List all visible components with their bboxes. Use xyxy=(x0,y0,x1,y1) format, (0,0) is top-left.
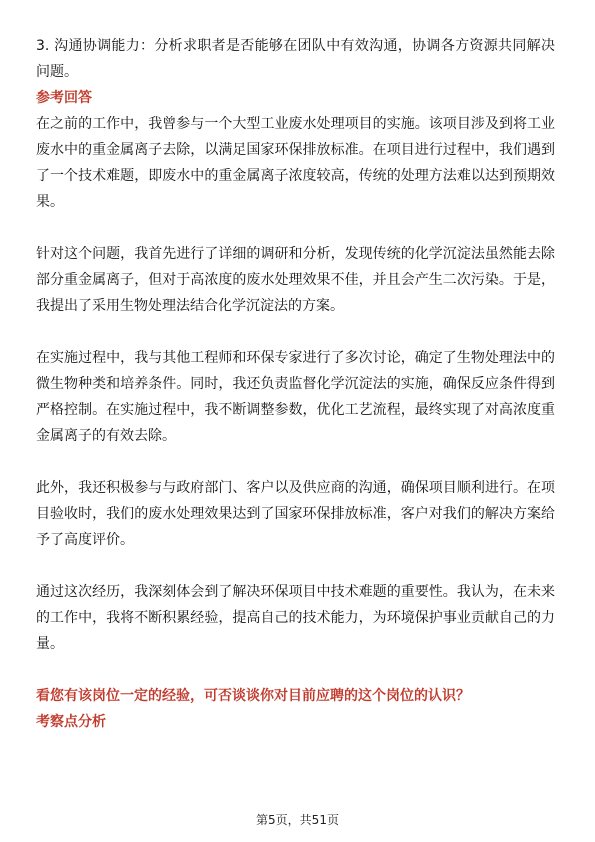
paragraph-gap xyxy=(36,319,555,345)
answer-paragraph-1: 在之前的工作中，我曾参与一个大型工业废水处理项目的实施。该项目涉及到将工业废水中的重金属离子去除，以满足国家环保排放标准。在项目进行过程中，我们遇到了一个技术难题，即废水中的重金属离子浓度较高，传统的处理方法难以达到预期效果。 xyxy=(36,116,555,210)
next-question: 看您有该岗位一定的经验，可否谈谈你对目前应聘的这个岗位的认识？ xyxy=(36,688,470,704)
answer-paragraph-2: 针对这个问题，我首先进行了详细的调研和分析，发现传统的化学沉淀法虽然能去除部分重金属离子，但对于高浓度的废水处理效果不佳，并且会产生二次污染。于是，我提出了采用生物处理法结合化学沉淀法的方案。 xyxy=(36,246,555,314)
analysis-heading: 考察点分析 xyxy=(36,714,106,730)
question-item: 3. 沟通协调能力：分析求职者是否能够在团队中有效沟通，协调各方资源共同解决问题。 xyxy=(36,38,555,80)
page-number-footer: 第5页，共51页 xyxy=(256,813,339,827)
paragraph-gap xyxy=(36,449,555,475)
answer-paragraph-4: 此外，我还积极参与与政府部门、客户以及供应商的沟通，确保项目顺利进行。在项目验收时，我们的废水处理效果达到了国家环保排放标准，客户对我们的解决方案给予了高度评价。 xyxy=(36,480,555,548)
answer-paragraph-5: 通过这次经历，我深刻体会到了解决环保项目中技术难题的重要性。我认为，在未来的工作中，我将不断积累经验，提高自己的技术能力，为环境保护事业贡献自己的力量。 xyxy=(36,584,555,652)
answer-heading: 参考回答 xyxy=(36,90,92,106)
answer-paragraph-3: 在实施过程中，我与其他工程师和环保专家进行了多次讨论，确定了生物处理法中的微生物种类和培养条件。同时，我还负责监督化学沉淀法的实施，确保反应条件得到严格控制。在实施过程中，我不断调整参数，优化工艺流程，最终实现了对高浓度重金属离子的有效去除。 xyxy=(36,350,555,444)
paragraph-gap xyxy=(36,215,555,241)
paragraph-gap xyxy=(36,553,555,579)
paragraph-gap xyxy=(36,657,555,683)
